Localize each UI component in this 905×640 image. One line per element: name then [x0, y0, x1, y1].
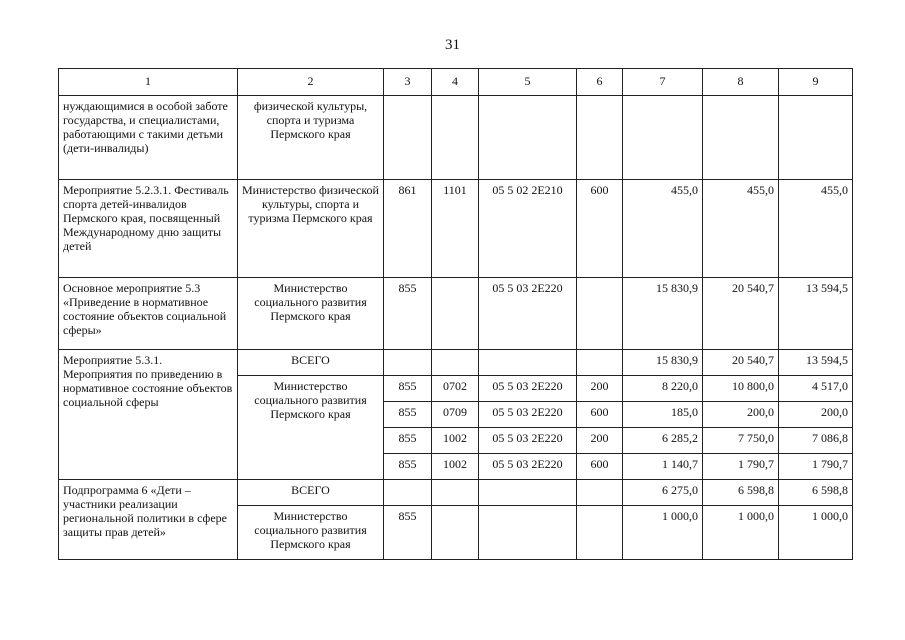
gr-code-cell: 855: [384, 428, 432, 454]
empty-cell: [479, 350, 577, 376]
empty-cell: [432, 96, 479, 180]
amount-year1-cell: 455,0: [623, 180, 703, 278]
section-code-cell: 0709: [432, 402, 479, 428]
gr-code-cell: 861: [384, 180, 432, 278]
header-row: [59, 69, 853, 96]
amount-year3-cell: 4 517,0: [779, 376, 853, 402]
empty-cell: [577, 506, 623, 560]
gr-code-cell: 855: [384, 506, 432, 560]
gr-code-cell: 855: [384, 278, 432, 350]
target-article-cell: 05 5 03 2Е220: [479, 428, 577, 454]
amount-year1-cell: 6 285,2: [623, 428, 703, 454]
total-label-cell: ВСЕГО: [238, 350, 384, 376]
amount-year1-cell: 15 830,9: [623, 278, 703, 350]
empty-cell: [479, 480, 577, 506]
table-row: [59, 96, 853, 180]
target-article-cell: 05 5 03 2Е220: [479, 278, 577, 350]
target-article-cell: 05 5 02 2Е210: [479, 180, 577, 278]
budget-table: [58, 68, 853, 560]
amount-year2-cell: 200,0: [703, 402, 779, 428]
header-cell: 8: [703, 69, 779, 96]
empty-cell: [479, 506, 577, 560]
empty-cell: [432, 350, 479, 376]
target-article-cell: 05 5 03 2Е220: [479, 376, 577, 402]
empty-cell: [779, 96, 853, 180]
amount-year1-cell: 185,0: [623, 402, 703, 428]
empty-cell: [577, 350, 623, 376]
amount-year3-cell: 1 000,0: [779, 506, 853, 560]
table-row: [59, 480, 853, 506]
amount-year2-cell: 1 000,0: [703, 506, 779, 560]
amount-year1-cell: 1 140,7: [623, 454, 703, 480]
expense-type-cell: 200: [577, 428, 623, 454]
program-name-cell: Мероприятие 5.3.1. Мероприятия по приведению в нормативное состояние объектов социальной сферы: [59, 350, 238, 480]
target-article-cell: 05 5 03 2Е220: [479, 402, 577, 428]
amount-year3-cell: 455,0: [779, 180, 853, 278]
amount-year1-cell: 8 220,0: [623, 376, 703, 402]
amount-year1-cell: 6 275,0: [623, 480, 703, 506]
amount-year3-cell: 200,0: [779, 402, 853, 428]
amount-year2-cell: 7 750,0: [703, 428, 779, 454]
amount-year2-cell: 1 790,7: [703, 454, 779, 480]
header-cell: 4: [432, 69, 479, 96]
executor-cell: Министерство социального развития Пермского края: [238, 506, 384, 560]
gr-code-cell: 855: [384, 376, 432, 402]
page-number: 31: [445, 37, 460, 53]
gr-code-cell: 855: [384, 454, 432, 480]
expense-type-cell: 600: [577, 180, 623, 278]
header-cell: 9: [779, 69, 853, 96]
amount-year3-cell: 6 598,8: [779, 480, 853, 506]
table-row: [59, 350, 853, 376]
expense-type-cell: 600: [577, 454, 623, 480]
amount-year1-cell: 15 830,9: [623, 350, 703, 376]
empty-cell: [577, 480, 623, 506]
section-code-cell: 1002: [432, 454, 479, 480]
amount-year2-cell: 20 540,7: [703, 350, 779, 376]
empty-cell: [577, 96, 623, 180]
program-name-cell: Подпрограмма 6 «Дети – участники реализации региональной политики в сфере защиты прав детей»: [59, 480, 238, 560]
empty-cell: [384, 350, 432, 376]
empty-cell: [432, 506, 479, 560]
header-cell: 7: [623, 69, 703, 96]
program-name-cell: Основное мероприятие 5.3 «Приведение в нормативное состояние объектов социальной сферы»: [59, 278, 238, 350]
header-cell: 5: [479, 69, 577, 96]
empty-cell: [623, 96, 703, 180]
program-name-cell: Мероприятие 5.2.3.1. Фестиваль спорта детей-инвалидов Пермского края, посвященный Международному дню защиты детей: [59, 180, 238, 278]
section-code-cell: 1002: [432, 428, 479, 454]
empty-cell: [703, 96, 779, 180]
gr-code-cell: 855: [384, 402, 432, 428]
target-article-cell: 05 5 03 2Е220: [479, 454, 577, 480]
header-cell: 2: [238, 69, 384, 96]
executor-cell: Министерство социального развития Пермского края: [238, 278, 384, 350]
expense-type-cell: 200: [577, 376, 623, 402]
amount-year2-cell: 455,0: [703, 180, 779, 278]
program-name-cell: нуждающимися в особой заботе государства, и специалистами, работающими с такими детьми (дети-инвалиды): [59, 96, 238, 180]
empty-cell: [432, 278, 479, 350]
section-code-cell: 1101: [432, 180, 479, 278]
amount-year3-cell: 13 594,5: [779, 278, 853, 350]
table-row: [59, 278, 853, 350]
empty-cell: [432, 480, 479, 506]
expense-type-cell: 600: [577, 402, 623, 428]
table-row: [59, 180, 853, 278]
header-cell: 6: [577, 69, 623, 96]
total-label-cell: ВСЕГО: [238, 480, 384, 506]
executor-cell: Министерство социального развития Пермского края: [238, 376, 384, 480]
amount-year2-cell: 20 540,7: [703, 278, 779, 350]
header-cell: 3: [384, 69, 432, 96]
header-cell: 1: [59, 69, 238, 96]
empty-cell: [384, 480, 432, 506]
executor-cell: физической культуры, спорта и туризма Пермского края: [238, 96, 384, 180]
amount-year3-cell: 1 790,7: [779, 454, 853, 480]
empty-cell: [479, 96, 577, 180]
empty-cell: [384, 96, 432, 180]
amount-year3-cell: 7 086,8: [779, 428, 853, 454]
amount-year3-cell: 13 594,5: [779, 350, 853, 376]
amount-year2-cell: 10 800,0: [703, 376, 779, 402]
section-code-cell: 0702: [432, 376, 479, 402]
executor-cell: Министерство физической культуры, спорта и туризма Пермского края: [238, 180, 384, 278]
empty-cell: [577, 278, 623, 350]
amount-year2-cell: 6 598,8: [703, 480, 779, 506]
amount-year1-cell: 1 000,0: [623, 506, 703, 560]
